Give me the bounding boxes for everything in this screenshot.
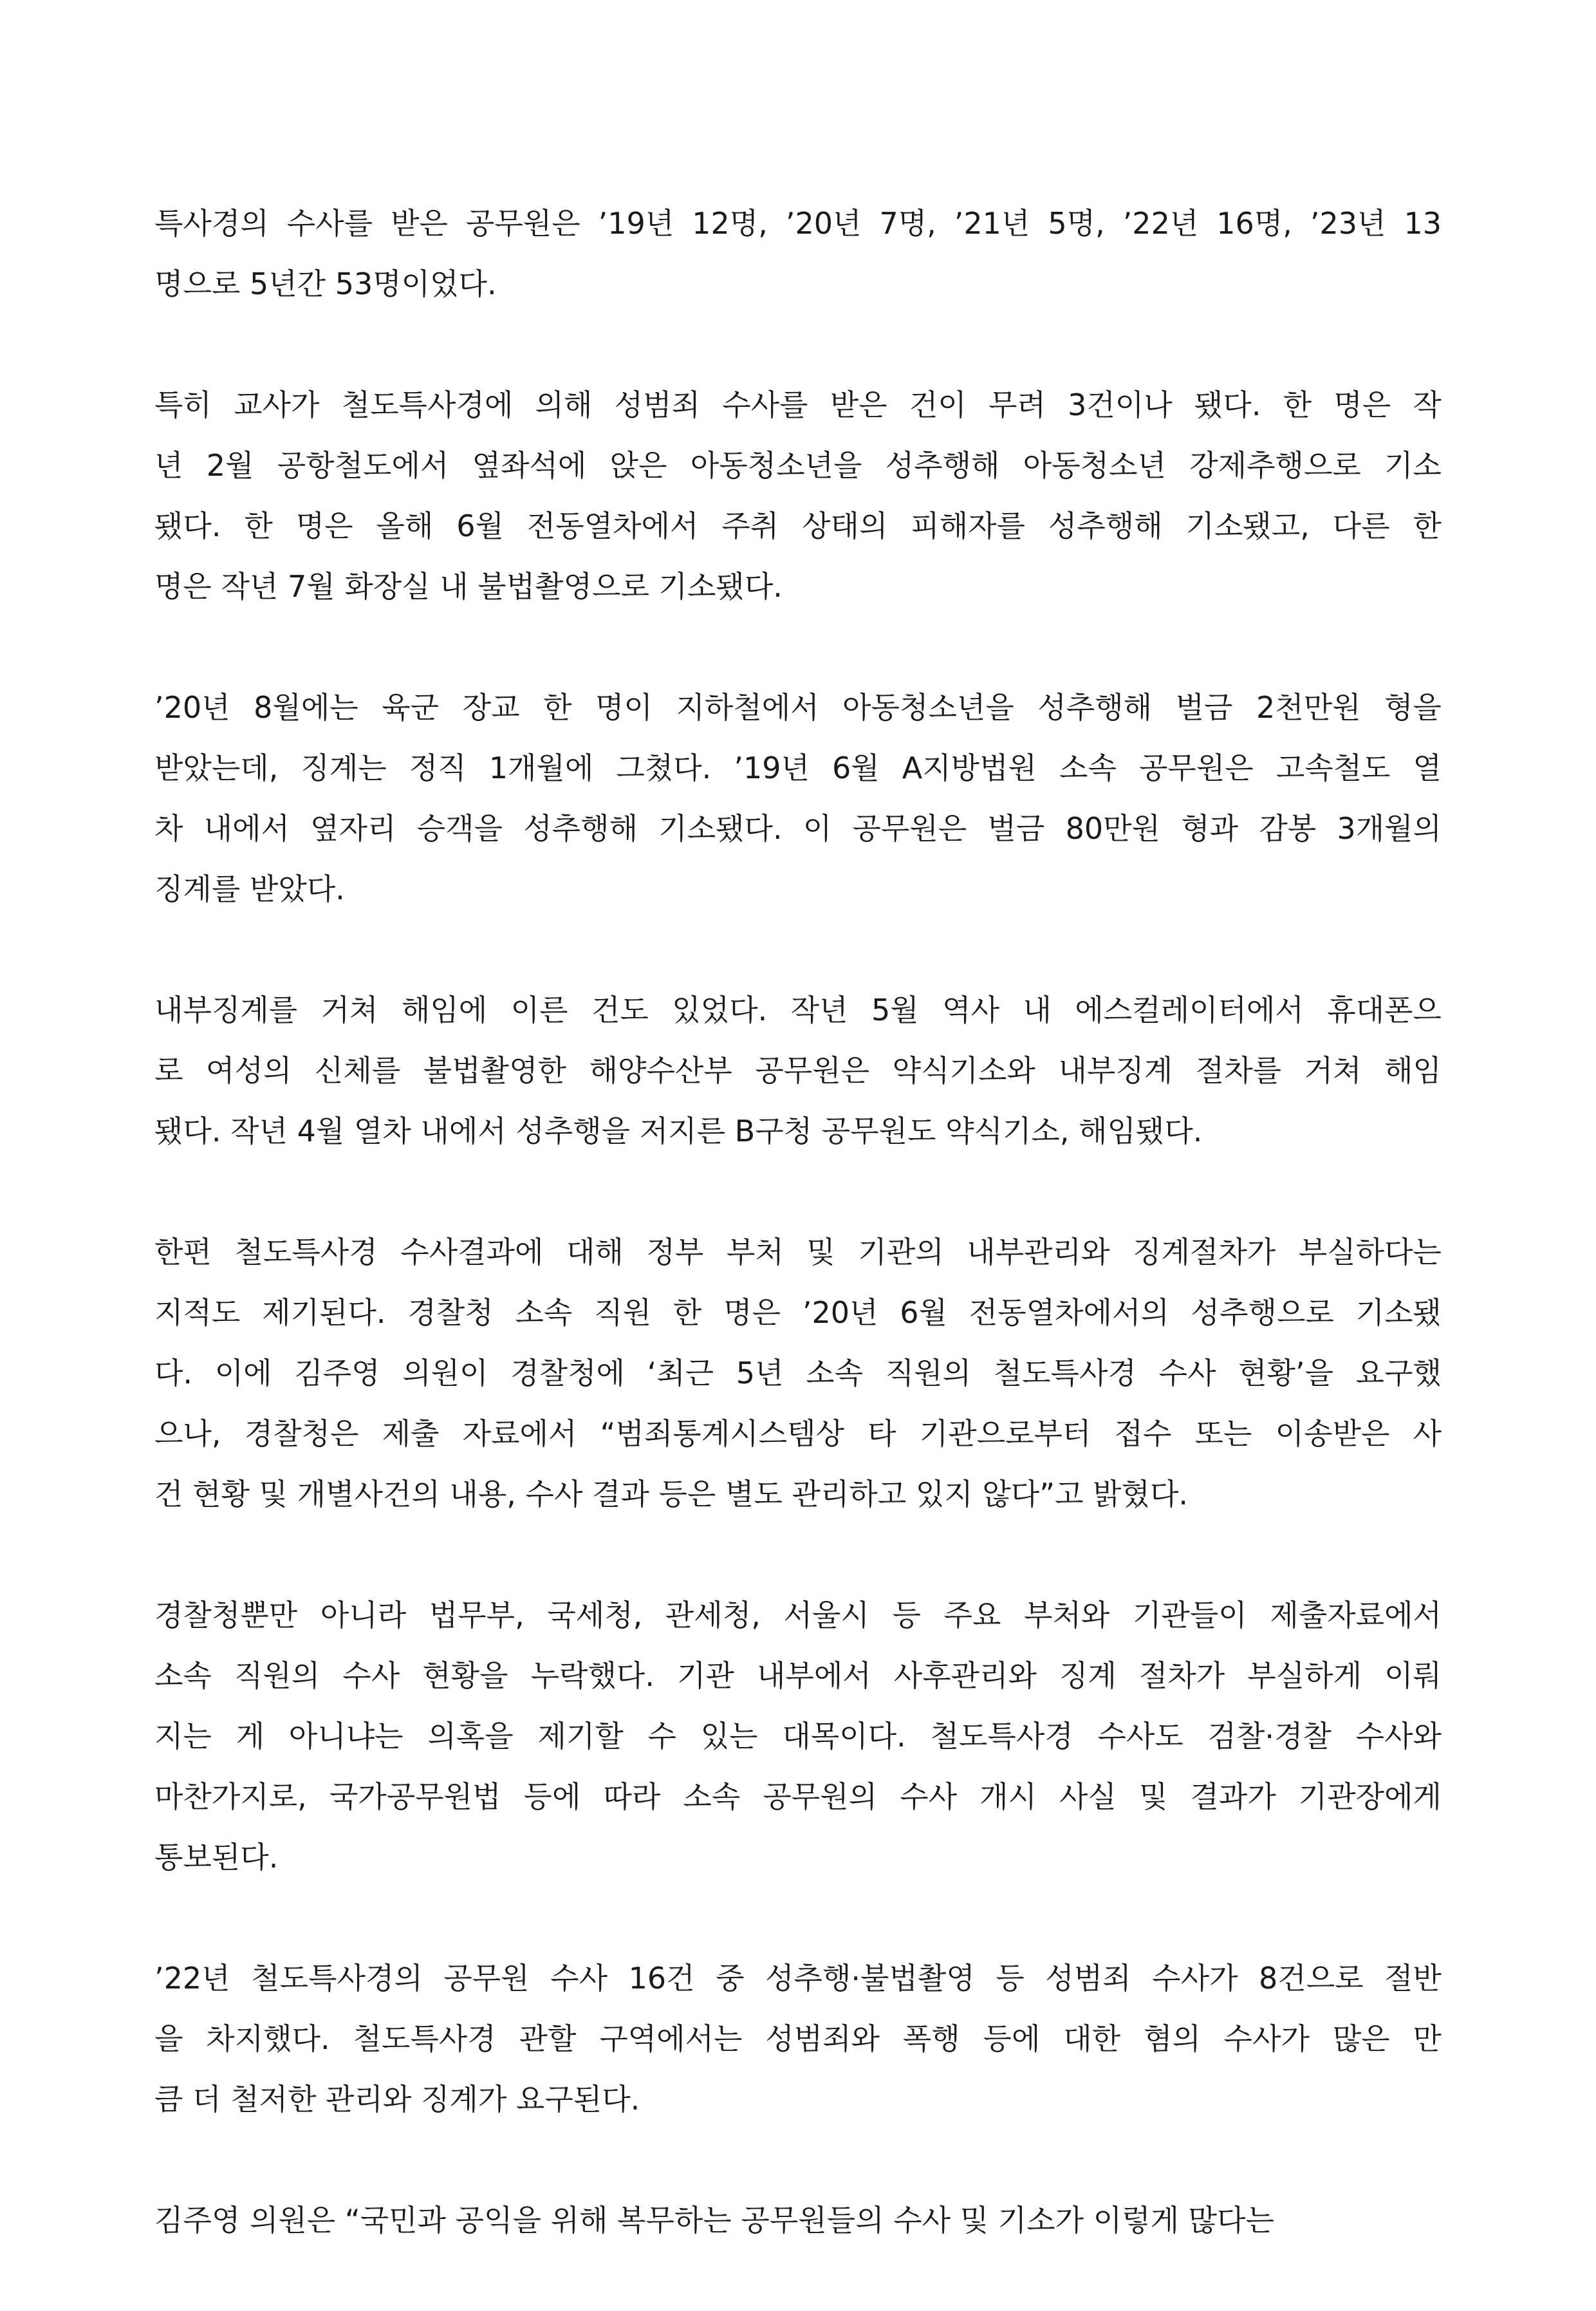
text-line: 됐다. 한 명은 올해 6월 전동열차에서 주취 상태의 피해자를 성추행해 기소됐고, 다른 한 [154, 509, 1442, 543]
document-body [154, 193, 1442, 2311]
text-line: 통보된다. [154, 1840, 279, 1875]
text-line: 내부징계를 거쳐 해임에 이른 건도 있었다. 작년 5월 역사 내 에스컬레이터에서 휴대폰으 [154, 993, 1442, 1027]
text-line: 다. 이에 김주영 의원이 경찰청에 ‘최근 5년 소속 직원의 철도특사경 수사 현황’을 요구했 [154, 1356, 1442, 1390]
text-line: ’22년 철도특사경의 공무원 수사 16건 중 성추행·불법촬영 등 성범죄 수사가 8건으로 절반 [154, 1961, 1442, 1996]
text-line: 지는 게 아니냐는 의혹을 제기할 수 있는 대목이다. 철도특사경 수사도 검찰·경찰 수사와 [154, 1719, 1442, 1754]
text-line: 소속 직원의 수사 현황을 누락했다. 기관 내부에서 사후관리와 징계 절차가 부실하게 이뤄 [154, 1658, 1442, 1693]
text-line: ’20년 8월에는 육군 장교 한 명이 지하철에서 아동청소년을 성추행해 벌금 2천만원 형을 [154, 690, 1442, 725]
text-line: 한편 철도특사경 수사결과에 대해 정부 부처 및 기관의 내부관리와 징계절차가 부실하다는 [154, 1235, 1442, 1269]
paragraph [154, 1585, 1442, 1887]
text-line: 경찰청뿐만 아니라 법무부, 국세청, 관세청, 서울시 등 주요 부처와 기관들이 제출자료에서 [154, 1598, 1442, 1633]
paragraph [154, 193, 1442, 314]
text-line: 건 현황 및 개별사건의 내용, 수사 결과 등은 별도 관리하고 있지 않다”고 밝혔다. [154, 1477, 1189, 1511]
text-line: 받았는데, 징계는 정직 1개월에 그쳤다. ’19년 6월 A지방법원 소속 공무원은 고속철도 열 [154, 751, 1442, 785]
text-line: 명으로 5년간 53명이었다. [154, 267, 497, 301]
text-line: 특사경의 수사를 받은 공무원은 ’19년 12명, ’20년 7명, ’21년 5명, ’22년 16명, ’23년 13 [154, 206, 1442, 241]
text-line: 됐다. 작년 4월 열차 내에서 성추행을 저지른 B구청 공무원도 약식기소, 해임됐다. [154, 1114, 1203, 1148]
text-line: 특히 교사가 철도특사경에 의해 성범죄 수사를 받은 건이 무려 3건이나 됐다. 한 명은 작 [154, 388, 1442, 422]
text-line: 년 2월 공항철도에서 옆좌석에 앉은 아동청소년을 성추행해 아동청소년 강제추행으로 기소 [154, 448, 1442, 483]
paragraph [154, 1222, 1442, 1524]
paragraph [154, 677, 1442, 919]
text-line: 으나, 경찰청은 제출 자료에서 “범죄통계시스템상 타 기관으로부터 접수 또는 이송받은 사 [154, 1416, 1442, 1451]
text-line: 로 여성의 신체를 불법촬영한 해양수산부 공무원은 약식기소와 내부징계 절차를 거쳐 해임 [154, 1053, 1442, 1088]
text-line: 을 차지했다. 철도특사경 관할 구역에서는 성범죄와 폭행 등에 대한 혐의 수사가 많은 만 [154, 2021, 1442, 2056]
text-line: 마찬가지로, 국가공무원법 등에 따라 소속 공무원의 수사 개시 사실 및 결과가 기관장에게 [154, 1779, 1442, 1814]
paragraph [154, 1948, 1442, 2129]
text-line: 큼 더 철저한 관리와 징계가 요구된다. [154, 2082, 640, 2117]
text-line: 징계를 받았다. [154, 872, 345, 906]
paragraph [154, 375, 1442, 617]
paragraph [154, 2190, 1442, 2250]
paragraph [154, 980, 1442, 1161]
text-line: 명은 작년 7월 화장실 내 불법촬영으로 기소됐다. [154, 569, 783, 604]
text-line: 김주영 의원은 “국민과 공익을 위해 복무하는 공무원들의 수사 및 기소가 이렇게 많다는 [154, 2203, 1274, 2238]
text-line: 지적도 제기된다. 경찰청 소속 직원 한 명은 ’20년 6월 전동열차에서의 성추행으로 기소됐 [154, 1295, 1442, 1330]
text-line: 차 내에서 옆자리 승객을 성추행해 기소됐다. 이 공무원은 벌금 80만원 형과 감봉 3개월의 [154, 811, 1442, 846]
